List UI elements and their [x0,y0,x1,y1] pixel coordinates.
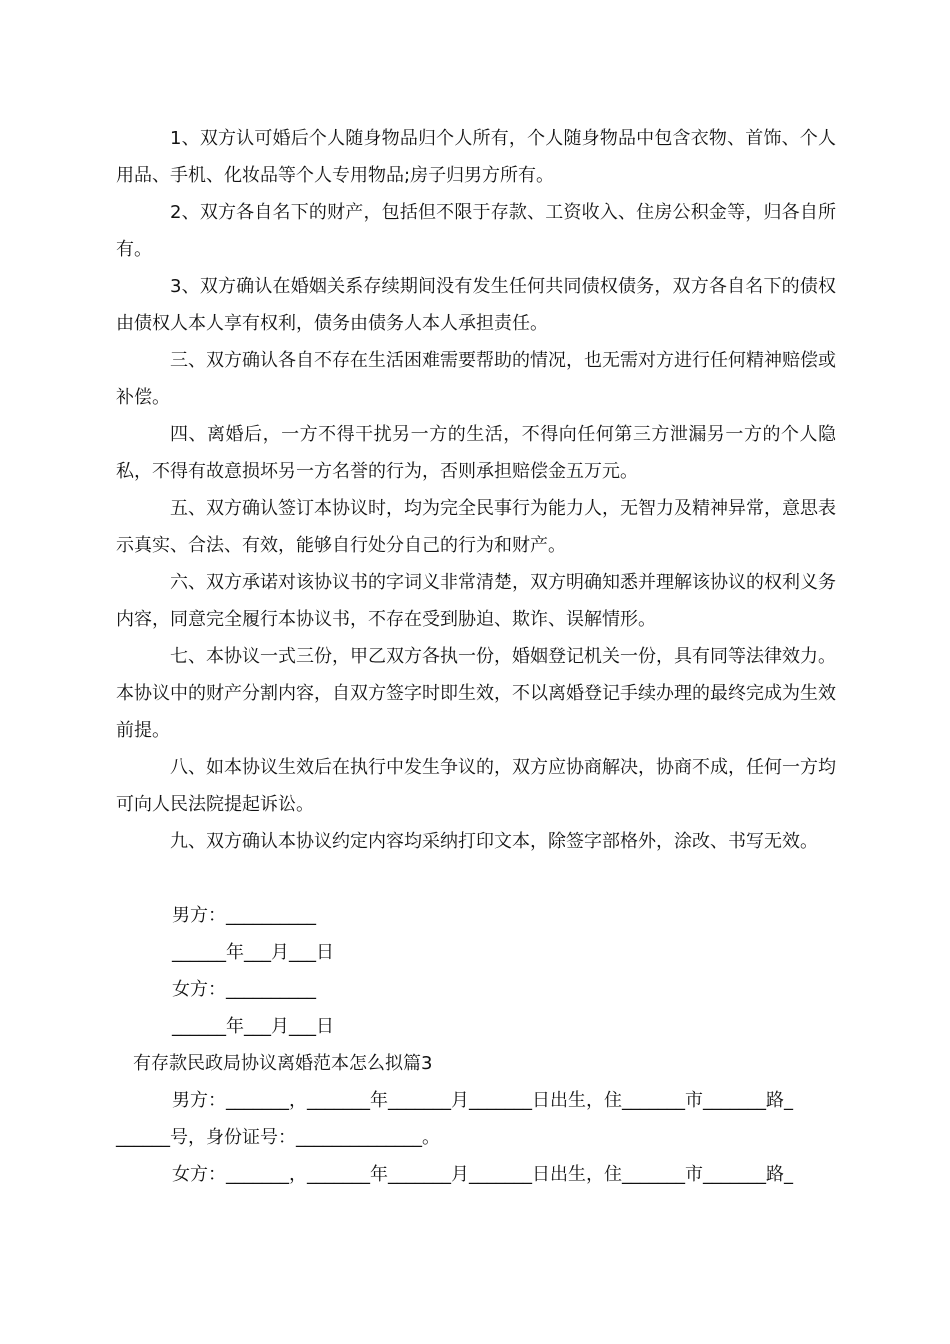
clause-3: 3、双方确认在婚姻关系存续期间没有发生任何共同债权债务，双方各自名下的债权由债权人本人享有权利，债务由债务人本人承担责任。 [116,276,836,334]
clause-2: 2、双方各自名下的财产，包括但不限于存款、工资收入、住房公积金等，归各自所有。 [116,202,836,260]
clause-ba: 八、如本协议生效后在执行中发生争议的，双方应协商解决，协商不成，任何一方均可向人民法院提起诉讼。 [116,757,836,815]
clause-san: 三、双方确认各自不存在生活困难需要帮助的情况，也无需对方进行任何精神赔偿或补偿。 [116,350,836,408]
section-title: 有存款民政局协议离婚范本怎么拟篇3 [133,1053,433,1074]
male-date-line: ______年___月___日 [172,942,334,963]
clause-si: 四、离婚后，一方不得干扰另一方的生活，不得向任何第三方泄漏另一方的个人隐私，不得有故意损坏另一方名誉的行为，否则承担赔偿金五万元。 [116,424,836,482]
female-signature-line: 女方：__________ [172,979,316,1000]
male-signature-line: 男方：__________ [172,905,316,926]
clause-1: 1、双方认可婚后个人随身物品归个人所有，个人随身物品中包含衣物、首饰、个人用品、手机、化妆品等个人专用物品;房子归男方所有。 [116,128,836,186]
female-date-line: ______年___月___日 [172,1016,334,1037]
female-party-line-1: 女方：_______，_______年_______月_______日出生，住_______市_______路_ [172,1164,793,1185]
male-party-line-2: ______号，身份证号：______________。 [116,1127,440,1148]
clause-wu: 五、双方确认签订本协议时，均为完全民事行为能力人，无智力及精神异常，意思表示真实、合法、有效，能够自行处分自己的行为和财产。 [116,498,836,556]
clause-qi: 七、本协议一式三份，甲乙双方各执一份，婚姻登记机关一份，具有同等法律效力。本协议中的财产分割内容，自双方签字时即生效，不以离婚登记手续办理的最终完成为生效前提。 [116,646,836,741]
clause-liu: 六、双方承诺对该协议书的字词义非常清楚，双方明确知悉并理解该协议的权利义务内容，同意完全履行本协议书，不存在受到胁迫、欺诈、误解情形。 [116,572,836,630]
male-party-line-1: 男方：_______，_______年_______月_______日出生，住_______市_______路_ [172,1090,793,1111]
clause-jiu: 九、双方确认本协议约定内容均采纳打印文本，除签字部格外，涂改、书写无效。 [170,831,818,852]
